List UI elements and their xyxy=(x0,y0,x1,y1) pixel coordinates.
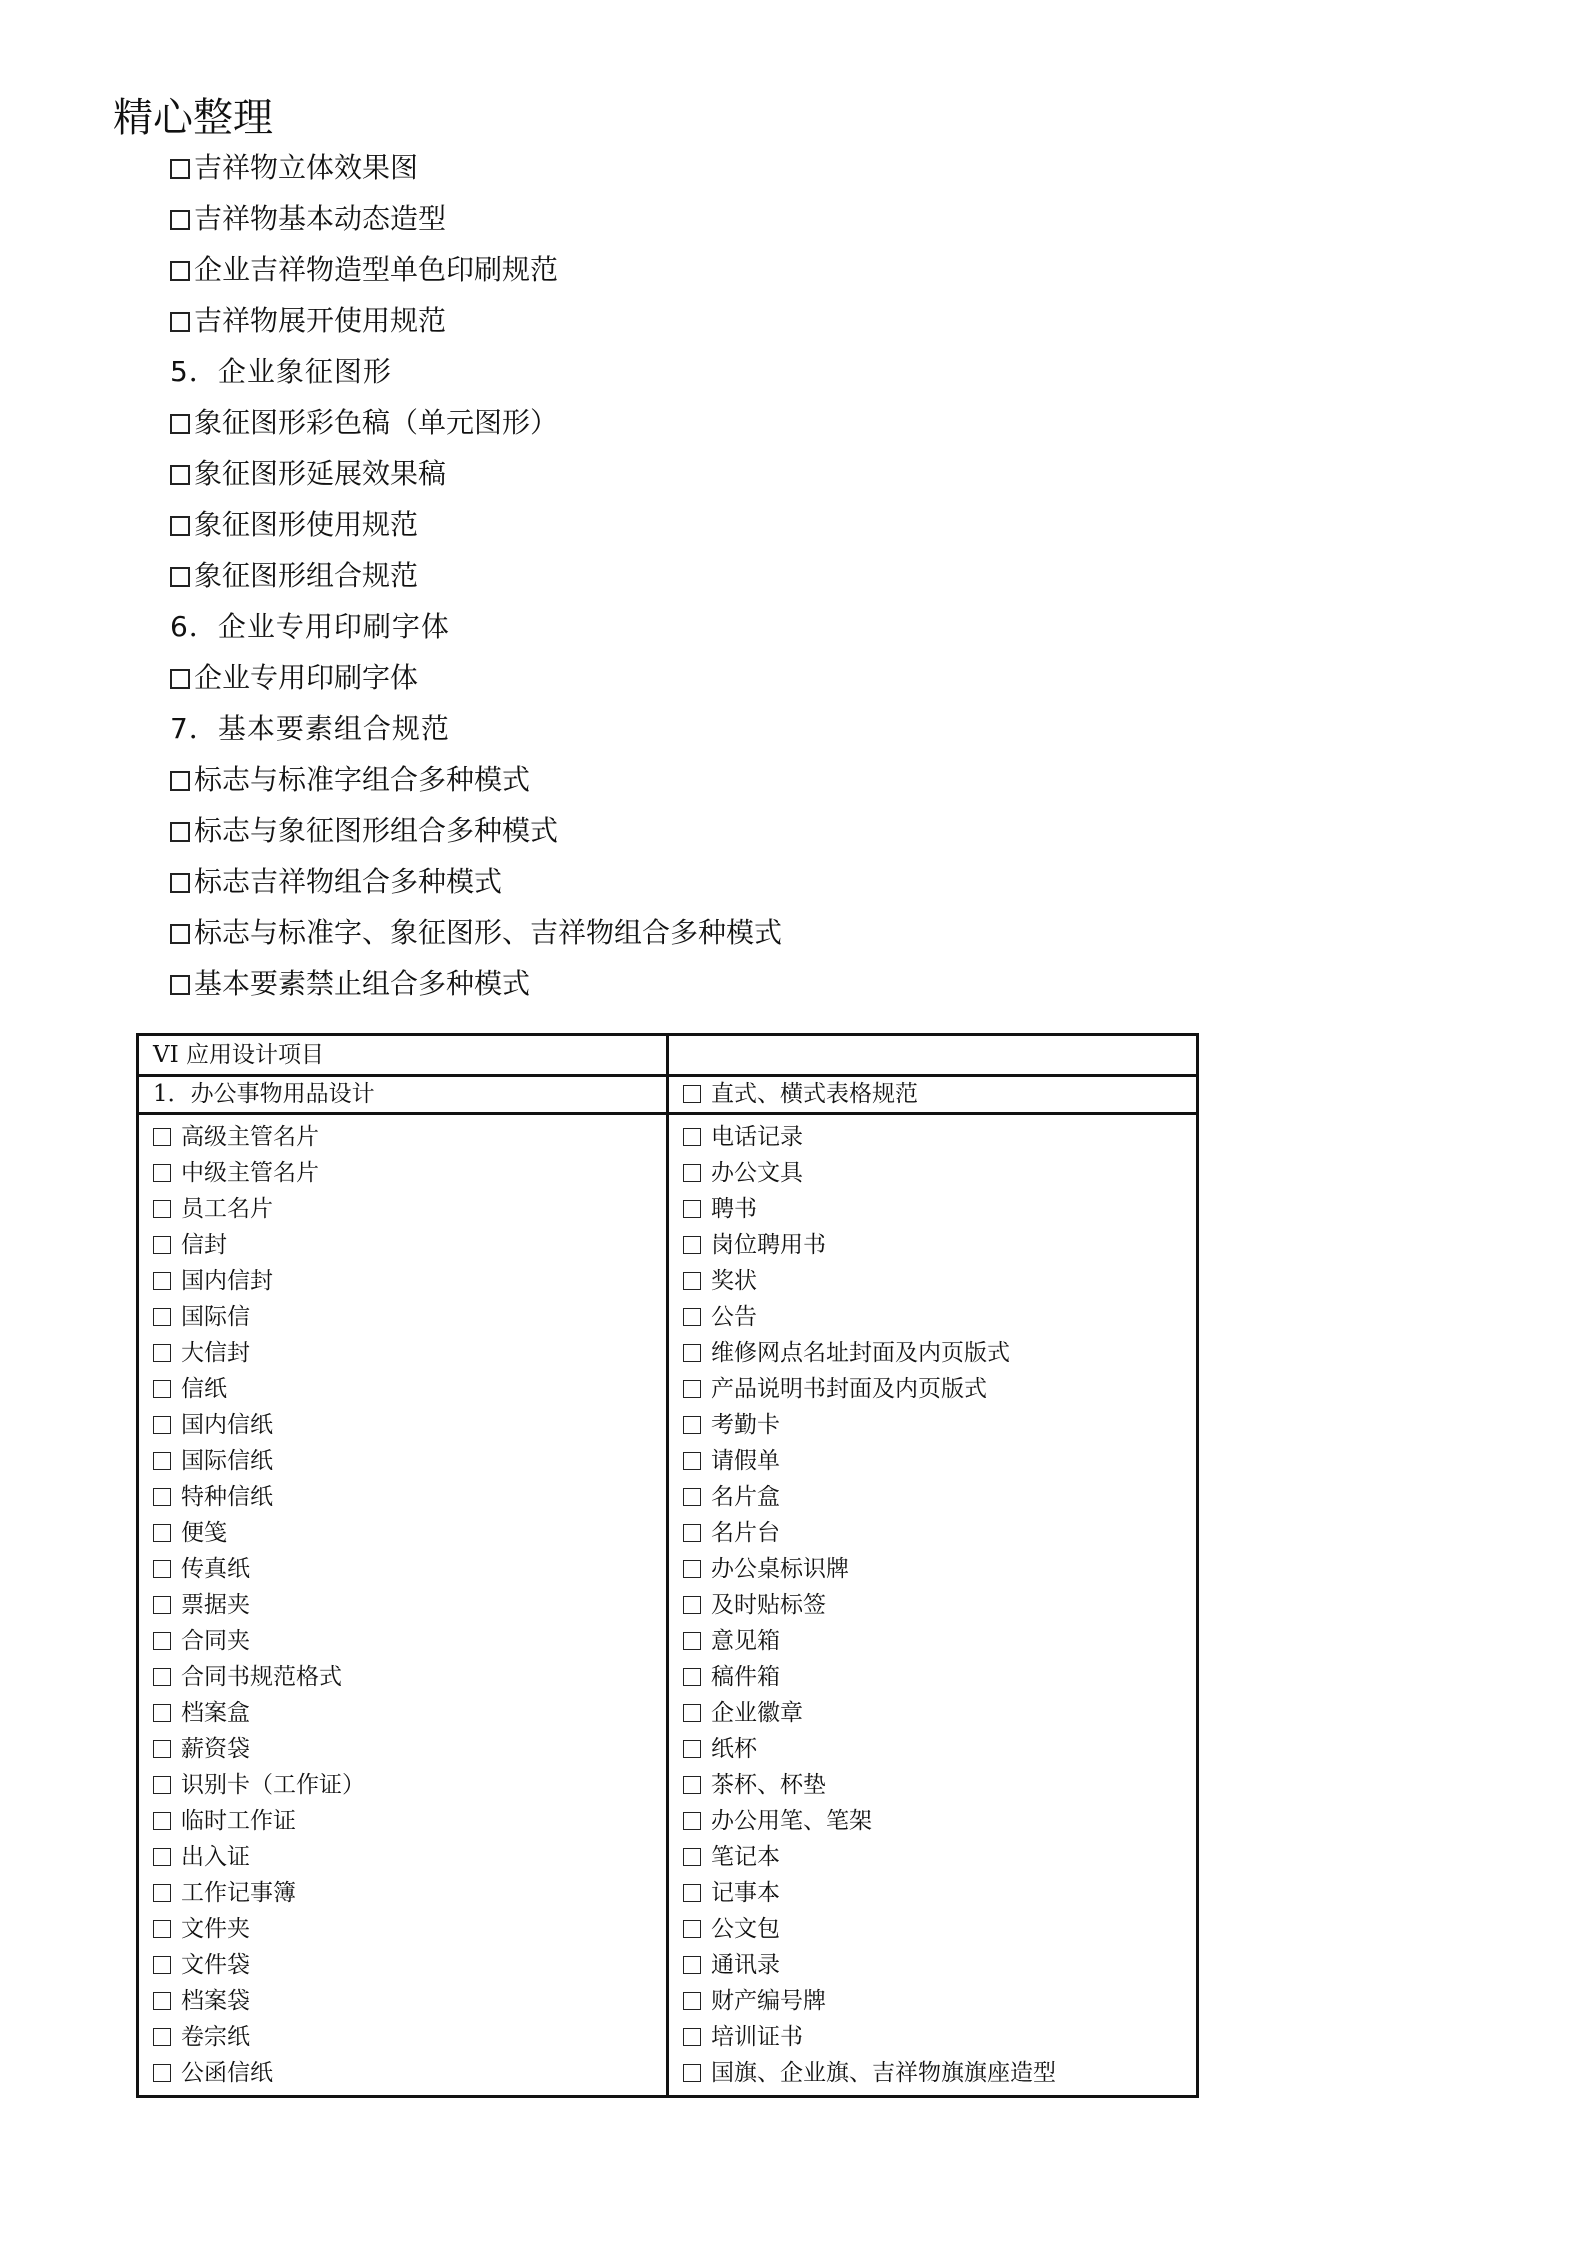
checkbox-icon xyxy=(683,1236,701,1254)
list-item xyxy=(683,1659,1196,1695)
list-item xyxy=(683,1911,1196,1947)
checkbox-icon xyxy=(170,873,190,893)
list-item xyxy=(153,1407,666,1443)
checkbox-icon xyxy=(683,1776,701,1794)
checkbox-icon xyxy=(683,1344,701,1362)
checkbox-icon xyxy=(153,1992,171,2010)
list-item-label: 公文包 xyxy=(711,1916,780,1942)
outline-heading xyxy=(170,703,1270,754)
outline-item-label: 标志与象征图形组合多种模式 xyxy=(194,814,559,847)
list-item xyxy=(153,1623,666,1659)
checkbox-icon xyxy=(153,1380,171,1398)
list-item xyxy=(683,1587,1196,1623)
list-item-label: 稿件箱 xyxy=(711,1664,780,1690)
vi-application-table xyxy=(136,1033,1199,2098)
list-item xyxy=(683,1551,1196,1587)
table-header-right xyxy=(668,1035,1198,1076)
checkbox-icon xyxy=(153,1272,171,1290)
list-item-label: 便笺 xyxy=(181,1520,227,1546)
outline-item-label: 吉祥物立体效果图 xyxy=(194,151,419,184)
list-item-label: 维修网点名址封面及内页版式 xyxy=(711,1340,1010,1366)
outline-check-item xyxy=(170,550,1270,601)
list-item-label: 出入证 xyxy=(181,1844,250,1870)
list-item xyxy=(153,1371,666,1407)
list-item-label: 电话记录 xyxy=(711,1124,803,1150)
list-item xyxy=(153,1767,666,1803)
checkbox-icon xyxy=(153,1236,171,1254)
list-item xyxy=(683,1371,1196,1407)
table-section-right-cell xyxy=(668,1076,1198,1114)
outline-check-item xyxy=(170,244,1270,295)
table-section-title: 1．办公事物用品设计 xyxy=(138,1076,668,1114)
outline-item-label: 吉祥物展开使用规范 xyxy=(194,304,447,337)
list-item-label: 名片盒 xyxy=(711,1484,780,1510)
list-item-label: 档案袋 xyxy=(181,1988,250,2014)
list-item xyxy=(683,1695,1196,1731)
checkbox-icon xyxy=(170,975,190,995)
list-item-label: 财产编号牌 xyxy=(711,1988,826,2014)
table-section-row xyxy=(138,1076,1198,1114)
outline-check-item xyxy=(170,805,1270,856)
page-header: 精心整理 xyxy=(113,95,273,141)
list-item-label: 票据夹 xyxy=(181,1592,250,1618)
list-item xyxy=(683,1191,1196,1227)
checkbox-icon xyxy=(683,2064,701,2082)
checkbox-icon xyxy=(170,924,190,944)
checkbox-icon xyxy=(683,1200,701,1218)
checkbox-icon xyxy=(683,1956,701,1974)
list-item xyxy=(683,1227,1196,1263)
outline-item-label: 象征图形使用规范 xyxy=(194,508,419,541)
list-item-label: 记事本 xyxy=(711,1880,780,1906)
checkbox-icon xyxy=(153,1164,171,1182)
list-item xyxy=(683,1479,1196,1515)
checkbox-icon xyxy=(683,1452,701,1470)
list-item-label: 识别卡（工作证） xyxy=(181,1772,365,1798)
checkbox-icon xyxy=(170,771,190,791)
checkbox-icon xyxy=(170,822,190,842)
checkbox-icon xyxy=(170,312,190,332)
list-item-label: 名片台 xyxy=(711,1520,780,1546)
checkbox-icon xyxy=(683,1380,701,1398)
list-item-label: 奖状 xyxy=(711,1268,757,1294)
list-item xyxy=(153,1587,666,1623)
checkbox-icon xyxy=(683,1920,701,1938)
outline-item-label: 基本要素禁止组合多种模式 xyxy=(194,967,531,1000)
table-header-left: VI 应用设计项目 xyxy=(138,1035,668,1076)
list-item xyxy=(153,1947,666,1983)
outline-item-label: 吉祥物基本动态造型 xyxy=(194,202,447,235)
list-item xyxy=(683,1875,1196,1911)
outline-check-item xyxy=(170,193,1270,244)
checkbox-icon xyxy=(683,1632,701,1650)
list-item-label: 文件袋 xyxy=(181,1952,250,1978)
checkbox-icon xyxy=(153,1524,171,1542)
checkbox-icon xyxy=(170,414,190,434)
list-item-label: 信纸 xyxy=(181,1376,227,1402)
checkbox-icon xyxy=(170,261,190,281)
checkbox-icon xyxy=(153,1884,171,1902)
list-item xyxy=(153,1515,666,1551)
checkbox-icon xyxy=(153,1308,171,1326)
list-item-label: 档案盒 xyxy=(181,1700,250,1726)
list-item-label: 卷宗纸 xyxy=(181,2024,250,2050)
outline-check-item xyxy=(170,958,1270,1009)
checkbox-icon xyxy=(153,1560,171,1578)
list-item-label: 岗位聘用书 xyxy=(711,1232,826,1258)
checkbox-icon xyxy=(683,1308,701,1326)
list-item-label: 纸杯 xyxy=(711,1736,757,1762)
list-item-label: 通讯录 xyxy=(711,1952,780,1978)
outline-item-label: 企业吉祥物造型单色印刷规范 xyxy=(194,253,559,286)
checkbox-icon xyxy=(683,1992,701,2010)
outline-item-label: 5．企业象征图形 xyxy=(170,355,392,388)
checkbox-icon xyxy=(683,1884,701,1902)
list-item xyxy=(683,1983,1196,2019)
table-items-row xyxy=(138,1114,1198,2097)
list-item-label: 员工名片 xyxy=(181,1196,273,1222)
list-item-label: 中级主管名片 xyxy=(181,1160,319,1186)
list-item-label: 国际信 xyxy=(181,1304,250,1330)
list-item xyxy=(153,1119,666,1155)
list-item xyxy=(153,1191,666,1227)
list-item xyxy=(683,1299,1196,1335)
checkbox-icon xyxy=(153,2028,171,2046)
list-item-label: 办公桌标识牌 xyxy=(711,1556,849,1582)
checkbox-icon xyxy=(683,1085,701,1103)
list-item-label: 公告 xyxy=(711,1304,757,1330)
list-item xyxy=(153,1335,666,1371)
list-item xyxy=(153,1659,666,1695)
checkbox-icon xyxy=(153,1344,171,1362)
list-item xyxy=(683,1155,1196,1191)
outline-check-item xyxy=(170,295,1270,346)
list-item-label: 企业徽章 xyxy=(711,1700,803,1726)
list-item xyxy=(683,1407,1196,1443)
checkbox-icon xyxy=(153,2064,171,2082)
list-item-label: 文件夹 xyxy=(181,1916,250,1942)
checkbox-icon xyxy=(683,1128,701,1146)
checkbox-icon xyxy=(683,1164,701,1182)
list-item-label: 笔记本 xyxy=(711,1844,780,1870)
list-item xyxy=(683,1767,1196,1803)
checkbox-icon xyxy=(153,1416,171,1434)
list-item-label: 茶杯、杯垫 xyxy=(711,1772,826,1798)
outline-item-label: 6．企业专用印刷字体 xyxy=(170,610,450,643)
checkbox-icon xyxy=(153,1704,171,1722)
list-item xyxy=(153,1911,666,1947)
list-item-label: 国旗、企业旗、吉祥物旗旗座造型 xyxy=(711,2060,1056,2086)
list-item xyxy=(153,1299,666,1335)
outline-item-label: 象征图形彩色稿（单元图形） xyxy=(194,406,559,439)
list-item-label: 薪资袋 xyxy=(181,1736,250,1762)
list-item-label: 国内信纸 xyxy=(181,1412,273,1438)
list-item xyxy=(153,1227,666,1263)
list-item-label: 大信封 xyxy=(181,1340,250,1366)
list-item xyxy=(153,1551,666,1587)
list-item-label: 合同书规范格式 xyxy=(181,1664,342,1690)
outline-item-label: 标志与标准字组合多种模式 xyxy=(194,763,531,796)
list-item xyxy=(683,1839,1196,1875)
checkbox-icon xyxy=(170,516,190,536)
outline-heading xyxy=(170,346,1270,397)
list-item-label: 意见箱 xyxy=(711,1628,780,1654)
checkbox-icon xyxy=(153,1632,171,1650)
checkbox-icon xyxy=(153,1740,171,1758)
list-item xyxy=(153,1695,666,1731)
list-item xyxy=(683,1947,1196,1983)
list-item xyxy=(683,1119,1196,1155)
checkbox-icon xyxy=(683,1704,701,1722)
checkbox-icon xyxy=(683,1596,701,1614)
checkbox-icon xyxy=(683,1272,701,1290)
list-item-label: 信封 xyxy=(181,1232,227,1258)
checkbox-icon xyxy=(153,1956,171,1974)
outline-item-label: 象征图形延展效果稿 xyxy=(194,457,447,490)
checkbox-icon xyxy=(683,2028,701,2046)
checkbox-icon xyxy=(683,1560,701,1578)
outline-check-item xyxy=(170,448,1270,499)
outline-check-item xyxy=(170,499,1270,550)
table-left-list xyxy=(138,1114,668,2097)
outline-list xyxy=(170,142,1270,1009)
checkbox-icon xyxy=(170,465,190,485)
outline-check-item xyxy=(170,142,1270,193)
table-right-list xyxy=(668,1114,1198,2097)
outline-check-item xyxy=(170,754,1270,805)
checkbox-icon xyxy=(170,669,190,689)
outline-check-item xyxy=(170,397,1270,448)
table-section-right: 直式、横式表格规范 xyxy=(711,1081,918,1107)
checkbox-icon xyxy=(153,1668,171,1686)
list-item xyxy=(683,1335,1196,1371)
outline-item-label: 标志吉祥物组合多种模式 xyxy=(194,865,503,898)
checkbox-icon xyxy=(170,567,190,587)
list-item xyxy=(683,1263,1196,1299)
outline-item-label: 象征图形组合规范 xyxy=(194,559,419,592)
list-item xyxy=(153,1479,666,1515)
outline-check-item xyxy=(170,652,1270,703)
checkbox-icon xyxy=(153,1920,171,1938)
checkbox-icon xyxy=(153,1200,171,1218)
list-item xyxy=(683,1515,1196,1551)
list-item-label: 及时贴标签 xyxy=(711,1592,826,1618)
list-item-label: 工作记事簿 xyxy=(181,1880,296,1906)
list-item-label: 办公用笔、笔架 xyxy=(711,1808,872,1834)
list-item xyxy=(683,2019,1196,2055)
checkbox-icon xyxy=(153,1452,171,1470)
checkbox-icon xyxy=(153,1812,171,1830)
list-item-label: 传真纸 xyxy=(181,1556,250,1582)
checkbox-icon xyxy=(153,1776,171,1794)
list-item xyxy=(683,2055,1196,2091)
checkbox-icon xyxy=(683,1668,701,1686)
list-item-label: 合同夹 xyxy=(181,1628,250,1654)
outline-heading xyxy=(170,601,1270,652)
checkbox-icon xyxy=(153,1848,171,1866)
list-item xyxy=(683,1803,1196,1839)
list-item xyxy=(153,1155,666,1191)
list-item xyxy=(683,1731,1196,1767)
list-item xyxy=(153,1983,666,2019)
checkbox-icon xyxy=(683,1848,701,1866)
list-item xyxy=(153,1731,666,1767)
checkbox-icon xyxy=(170,159,190,179)
list-item xyxy=(153,1803,666,1839)
list-item-label: 公函信纸 xyxy=(181,2060,273,2086)
list-item xyxy=(153,1263,666,1299)
checkbox-icon xyxy=(153,1596,171,1614)
checkbox-icon xyxy=(683,1812,701,1830)
outline-item-label: 企业专用印刷字体 xyxy=(194,661,419,694)
list-item-label: 聘书 xyxy=(711,1196,757,1222)
list-item xyxy=(153,1443,666,1479)
list-item-label: 办公文具 xyxy=(711,1160,803,1186)
table-header-row xyxy=(138,1035,1198,1076)
list-item xyxy=(153,1875,666,1911)
checkbox-icon xyxy=(683,1488,701,1506)
list-item xyxy=(153,1839,666,1875)
checkbox-icon xyxy=(683,1524,701,1542)
outline-item-label: 7．基本要素组合规范 xyxy=(170,712,450,745)
list-item xyxy=(153,2055,666,2091)
list-item-label: 临时工作证 xyxy=(181,1808,296,1834)
list-item-label: 考勤卡 xyxy=(711,1412,780,1438)
checkbox-icon xyxy=(683,1416,701,1434)
list-item-label: 请假单 xyxy=(711,1448,780,1474)
checkbox-icon xyxy=(153,1488,171,1506)
checkbox-icon xyxy=(170,210,190,230)
list-item xyxy=(683,1443,1196,1479)
outline-item-label: 标志与标准字、象征图形、吉祥物组合多种模式 xyxy=(194,916,783,949)
list-item-label: 国际信纸 xyxy=(181,1448,273,1474)
list-item-label: 高级主管名片 xyxy=(181,1124,319,1150)
list-item-label: 国内信封 xyxy=(181,1268,273,1294)
checkbox-icon xyxy=(153,1128,171,1146)
outline-check-item xyxy=(170,856,1270,907)
checkbox-icon xyxy=(683,1740,701,1758)
list-item-label: 培训证书 xyxy=(711,2024,803,2050)
outline-check-item xyxy=(170,907,1270,958)
list-item-label: 特种信纸 xyxy=(181,1484,273,1510)
list-item xyxy=(153,2019,666,2055)
list-item-label: 产品说明书封面及内页版式 xyxy=(711,1376,987,1402)
list-item xyxy=(683,1623,1196,1659)
